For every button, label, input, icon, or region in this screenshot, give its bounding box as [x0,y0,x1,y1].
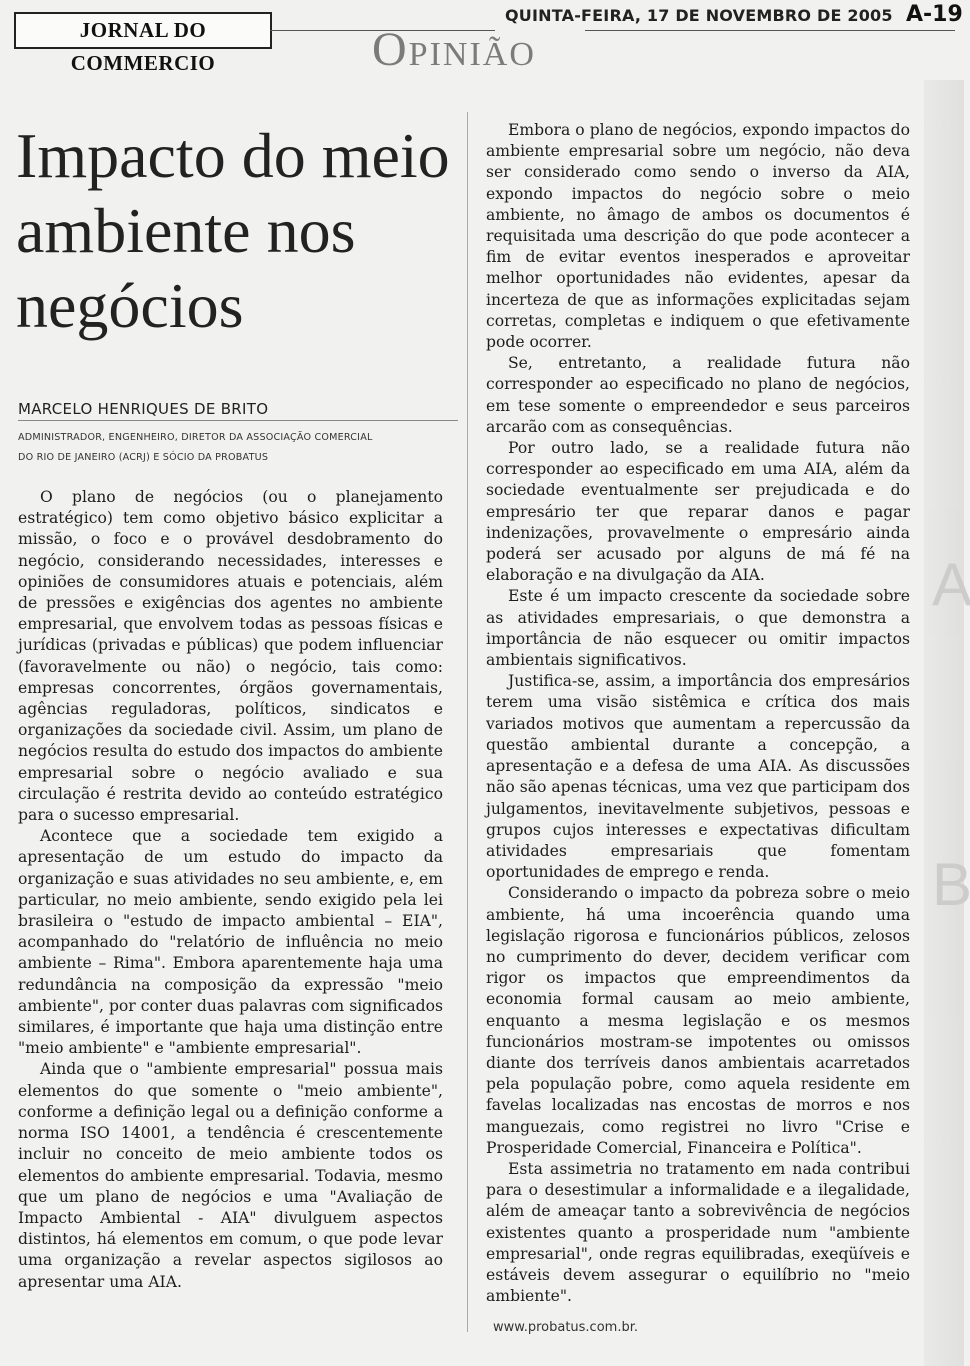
newspaper-logo: JORNAL DO COMMERCIO [14,12,272,49]
article-paragraph: Se, entretanto, a realidade futura não corresponder ao especificado no plano de negócios, em tese somente o empreendedor e seus parceiros arcarão com as consequências. [486,354,910,436]
author-bio-line: DO RIO DE JANEIRO (ACRJ) E SÓCIO DA PROBATUS [18,452,269,463]
section-title: Opinião [372,23,536,76]
page-number: A-19 [906,2,963,27]
author-name: MARCELO HENRIQUES DE BRITO [18,400,269,418]
article-headline: Impacto do meio ambiente nos negócios [16,120,450,341]
bleed-letter: A [931,551,970,618]
bleed-letter: B [931,851,970,918]
byline-divider [18,420,458,421]
footer-website-link[interactable]: www.probatus.com.br. [493,1320,638,1335]
article-paragraph: Ainda que o "ambiente empresarial" possua mais elementos do que somente o "meio ambiente", conforme a definição legal ou a definição conforme a norma ISO 14001, a tendência é crescentemente incluir no conceito de meio ambiente todos os elementos do ambiente empresarial. Todavia, mesmo que um plano de negócios e uma "Avaliação de Impacto Ambiental - AIA" divulguem aspectos distintos, há elementos em comum, o que pode levar uma organização a revelar aspectos sigilosos ao apresentar uma AIA. [18,1060,443,1291]
author-bio-line: ADMINISTRADOR, ENGENHEIRO, DIRETOR DA ASSOCIAÇÃO COMERCIAL [18,432,373,443]
author-bio [18,428,458,468]
header-rule [585,30,955,31]
article-column-left [18,487,443,1293]
column-divider [467,112,468,1332]
article-paragraph: Embora o plano de negócios, expondo impactos do ambiente empresarial sobre um negócio, não deva ser considerado como sendo o inverso da AIA, expondo impactos do negócio sobre o meio ambiente, no âmago de ambos os documentos é requisitada uma descrição do que pode acontecer a fim de evitar eventos inesperados e aproveitar melhor oportunidades não evidentes, apesar da incerteza de que as informações explicitadas sejam corretas, completas e indiquem o que efetivamente pode ocorrer. [486,121,910,352]
article-paragraph: Justifica-se, assim, a importância dos empresários terem uma visão sistêmica e crítica dos mais variados motivos que aumentam a repercussão da questão ambiental durante a concepção, a apresentação e a defesa de uma AIA. As discussões não são apenas técnicas, uma vez que participam dos julgamentos, inevitavelmente subjetivos, pessoas e grupos cujos interesses e expectativas dificultam atividades empresariais que fomentam oportunidades de emprego e renda. [486,672,910,882]
article-paragraph: O plano de negócios (ou o planejamento estratégico) tem como objetivo básico explicitar a missão, o foco e o provável desdobramento do negócio, considerando necessidades, interesses e opiniões de consumidores atuais e potenciais, além de pressões e exigências dos agentes no ambiente empresarial, que envolvem todas as pessoas físicas e jurídicas (privadas e públicas) que podem influenciar (favoravelmente ou não) o negócio, tais como: empresas concorrentes, órgãos governamentais, agências reguladoras, políticos, sindicatos e organizações da sociedade civil. Assim, um plano de negócios resulta do estudo dos impactos do ambiente empresarial sobre o negócio avaliado e sua circulação é restrita devido ao conteúdo estratégico para o sucesso empresarial. [18,488,443,825]
article-paragraph: Acontece que a sociedade tem exigido a apresentação de um estudo do impacto da organização e suas atividades no seu ambiente, e, em particular, no meio ambiente, sendo exigido pela lei brasileira o "estudo de impacto ambiental – EIA", acompanhado do "relatório de influência no meio ambiente – Rima". Embora aparentemente haja uma redundância na composição da expressão "meio ambiente", por conter duas palavras com significados similares, é importante que haja uma distinção entre "meio ambiente" e "ambiente empresarial". [18,827,443,1058]
adjacent-page-bleed [924,80,970,1366]
article-paragraph: Por outro lado, se a realidade futura não corresponder ao especificado em uma AIA, além da sociedade eventualmente ser prejudicada e do empresário ter que reparar danos e pagar indenizações, provavelmente o empresário ainda poderá ser acusado por alguns de má fé na elaboração e na divulgação da AIA. [486,439,910,585]
article-column-right [486,120,910,1307]
issue-date: QUINTA-FEIRA, 17 DE NOVEMBRO DE 2005 [505,6,893,25]
article-paragraph: Considerando o impacto da pobreza sobre o meio ambiente, há uma incoerência quando uma legislação rigorosa e funcionários públicos, zelosos no cumprimento do dever, decidem verificar com rigor os impactos que empreendimentos da economia formal causam ao meio ambiente, enquanto a mesma legislação e os mesmos funcionários mostram-se impotentes ou omissos diante dos terríveis danos ambientais acarretados pela população pobre, como aquela residente em favelas localizadas nas encostas de morros e nos manguezais, como registrei no livro "Crise e Prosperidade Comercial, Financeira e Política". [486,884,910,1157]
article-paragraph: Esta assimetria no tratamento em nada contribui para o desestimular a informalidade e a ilegalidade, além de ameaçar tanto a sobrevivência de negócios existentes quanto a prosperidade num "ambiente empresarial", onde regras equilibradas, exeqüíveis e estáveis devem assegurar o equilíbrio no "meio ambiente". [486,1159,910,1306]
article-paragraph: Este é um impacto crescente da sociedade sobre as atividades empresariais, o que demonstra a importância de não esquecer ou omitir impactos ambientais significativos. [486,587,910,670]
